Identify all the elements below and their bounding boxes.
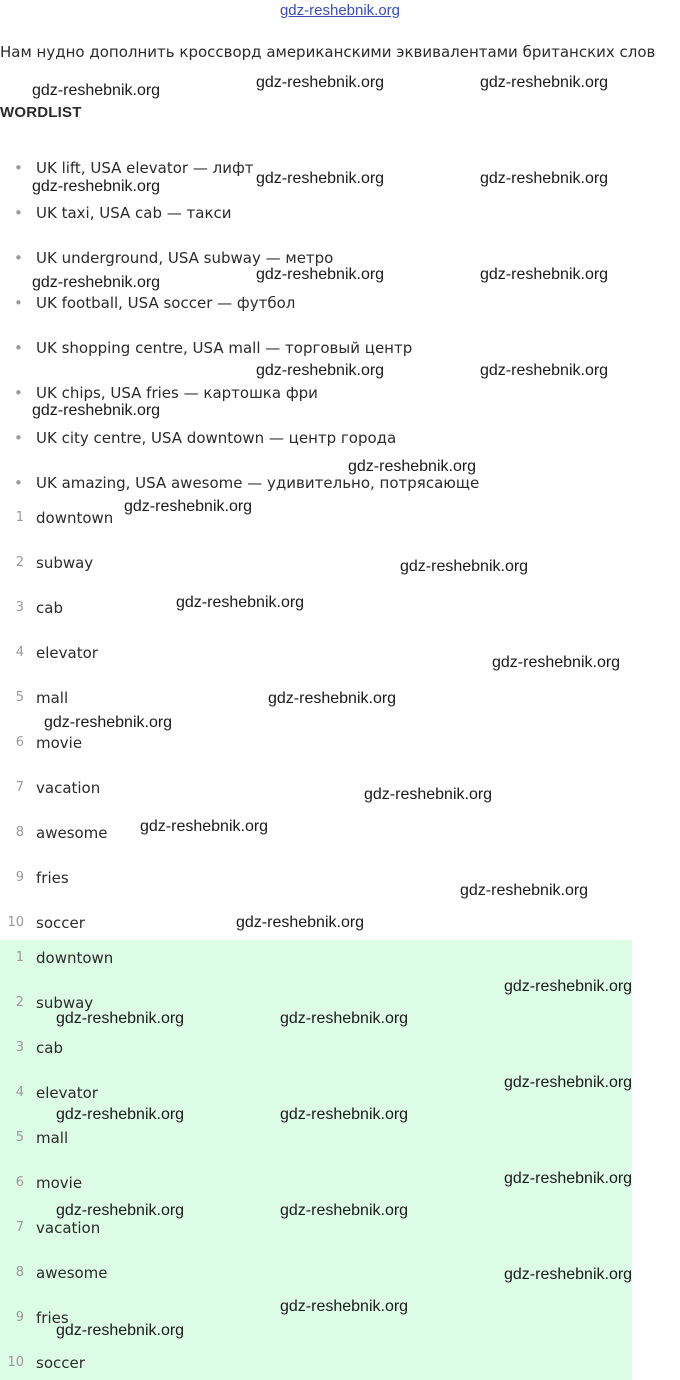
row-word: movie: [36, 1174, 83, 1192]
bullet-icon: •: [14, 249, 23, 267]
watermark: gdz-reshebnik.org: [280, 1298, 409, 1315]
watermark: gdz-reshebnik.org: [280, 1010, 409, 1027]
row-number: 7: [15, 780, 24, 795]
bullet-icon: •: [14, 429, 23, 447]
row-word: vacation: [36, 779, 101, 797]
row-number: 9: [15, 1310, 24, 1325]
row-word: vacation: [36, 1219, 101, 1237]
bullet-icon: •: [14, 204, 23, 222]
wordlist-item-text: UK chips, USA fries — картошка фри: [36, 384, 318, 402]
answer-row: [0, 946, 630, 970]
watermark: gdz-reshebnik.org: [140, 818, 269, 835]
watermark: gdz-reshebnik.org: [256, 74, 385, 91]
wordlist-item-text: UK football, USA soccer — футбол: [36, 294, 296, 312]
row-word: cab: [36, 1039, 63, 1057]
row-number: 10: [7, 1355, 24, 1370]
watermark: gdz-reshebnik.org: [400, 558, 529, 575]
watermark: gdz-reshebnik.org: [504, 1266, 633, 1283]
watermark: gdz-reshebnik.org: [56, 1010, 185, 1027]
watermark: gdz-reshebnik.org: [256, 362, 385, 379]
row-word: fries: [36, 869, 69, 887]
watermark: gdz-reshebnik.org: [504, 1170, 633, 1187]
row-word: downtown: [36, 509, 114, 527]
answer-row: [0, 1081, 630, 1105]
exercise-row: [0, 551, 630, 575]
row-word: elevator: [36, 1084, 98, 1102]
watermark: gdz-reshebnik.org: [56, 1322, 185, 1339]
intro-text: Нам нудно дополнить кроссворд американскими эквивалентами британских слов: [0, 43, 656, 61]
watermark: gdz-reshebnik.org: [480, 362, 609, 379]
watermark: gdz-reshebnik.org: [480, 266, 609, 283]
row-word: cab: [36, 599, 63, 617]
exercise-row: [0, 866, 630, 890]
answer-row: [0, 1351, 630, 1375]
row-word: downtown: [36, 949, 114, 967]
row-word: mall: [36, 689, 69, 707]
answer-row: [0, 1036, 630, 1060]
row-number: 1: [15, 950, 24, 965]
row-word: subway: [36, 994, 94, 1012]
watermark: gdz-reshebnik.org: [480, 74, 609, 91]
list-item: [0, 382, 620, 404]
list-item: [0, 337, 620, 359]
row-number: 8: [15, 1265, 24, 1280]
row-number: 10: [7, 915, 24, 930]
watermark: gdz-reshebnik.org: [44, 714, 173, 731]
row-number: 7: [15, 1220, 24, 1235]
row-number: 6: [15, 1175, 24, 1190]
watermark: gdz-reshebnik.org: [364, 786, 493, 803]
row-number: 1: [15, 510, 24, 525]
bullet-icon: •: [14, 159, 23, 177]
answer-row: [0, 1216, 630, 1240]
row-number: 3: [15, 1040, 24, 1055]
watermark: gdz-reshebnik.org: [504, 1074, 633, 1091]
row-number: 5: [15, 690, 24, 705]
exercise-row: [0, 506, 630, 530]
answer-row: [0, 1261, 633, 1285]
watermark: gdz-reshebnik.org: [236, 914, 365, 931]
watermark: gdz-reshebnik.org: [176, 594, 305, 611]
answer-row: [0, 1170, 633, 1195]
exercise-row: [0, 686, 630, 710]
list-item: [0, 157, 620, 179]
watermark: gdz-reshebnik.org: [480, 170, 609, 187]
exercise-row: [0, 911, 630, 935]
watermark: gdz-reshebnik.org: [280, 1106, 409, 1123]
row-word: fries: [36, 1309, 69, 1327]
row-word: movie: [36, 734, 83, 752]
watermark: gdz-reshebnik.org: [256, 170, 385, 187]
row-word: subway: [36, 554, 94, 572]
watermark: gdz-reshebnik.org: [492, 654, 621, 671]
watermark: gdz-reshebnik.org: [268, 690, 397, 707]
wordlist-item-text: UK city centre, USA downtown — центр города: [36, 429, 397, 447]
row-number: 9: [15, 870, 24, 885]
list-item: [0, 292, 620, 314]
answer-row: [0, 1306, 630, 1330]
exercise-row: [0, 641, 630, 665]
answer-row: [0, 1126, 630, 1150]
site-header-link[interactable]: gdz-reshebnik.org: [279, 2, 401, 19]
watermark: gdz-reshebnik.org: [348, 458, 477, 475]
watermark: gdz-reshebnik.org: [460, 882, 589, 899]
watermark: gdz-reshebnik.org: [32, 402, 161, 419]
exercise-row: [0, 776, 630, 800]
watermark: gdz-reshebnik.org: [124, 498, 253, 515]
row-number: 4: [15, 645, 24, 660]
watermark: gdz-reshebnik.org: [56, 1106, 185, 1123]
row-number: 5: [15, 1130, 24, 1145]
wordlist-heading: WORDLIST: [0, 104, 82, 121]
watermark: gdz-reshebnik.org: [504, 978, 633, 995]
row-word: soccer: [36, 1354, 85, 1372]
watermark: gdz-reshebnik.org: [32, 178, 161, 195]
watermark: gdz-reshebnik.org: [56, 1202, 185, 1219]
wordlist-item-text: UK taxi, USA cab — такси: [36, 204, 232, 222]
list-item: [0, 202, 620, 224]
watermark: gdz-reshebnik.org: [280, 1202, 409, 1219]
bullet-icon: •: [14, 384, 23, 402]
wordlist-item-text: UK underground, USA subway — метро: [36, 249, 334, 267]
exercise-row: [0, 821, 630, 845]
exercise-row: [0, 731, 630, 755]
exercise-row: [0, 596, 630, 620]
row-number: 2: [15, 555, 24, 570]
wordlist-item-text: UK shopping centre, USA mall — торговый центр: [36, 339, 413, 357]
list-item: [0, 247, 620, 269]
row-number: 2: [15, 995, 24, 1010]
bullet-icon: •: [14, 474, 23, 492]
row-number: 3: [15, 600, 24, 615]
list-item: [0, 472, 620, 494]
row-word: awesome: [36, 824, 108, 842]
row-word: awesome: [36, 1264, 108, 1282]
bullet-icon: •: [14, 339, 23, 357]
bullet-icon: •: [14, 294, 23, 312]
watermark: gdz-reshebnik.org: [256, 266, 385, 283]
row-number: 6: [15, 735, 24, 750]
answer-row: [0, 991, 630, 1015]
watermark: gdz-reshebnik.org: [32, 274, 161, 291]
row-number: 4: [15, 1085, 24, 1100]
row-word: mall: [36, 1129, 69, 1147]
row-number: 8: [15, 825, 24, 840]
row-word: soccer: [36, 914, 85, 932]
watermark: gdz-reshebnik.org: [32, 82, 161, 99]
row-word: elevator: [36, 644, 98, 662]
wordlist-item-text: UK lift, USA elevator — лифт: [36, 159, 254, 177]
wordlist-item-text: UK amazing, USA awesome — удивительно, потрясающе: [36, 474, 480, 492]
list-item: [0, 427, 620, 449]
